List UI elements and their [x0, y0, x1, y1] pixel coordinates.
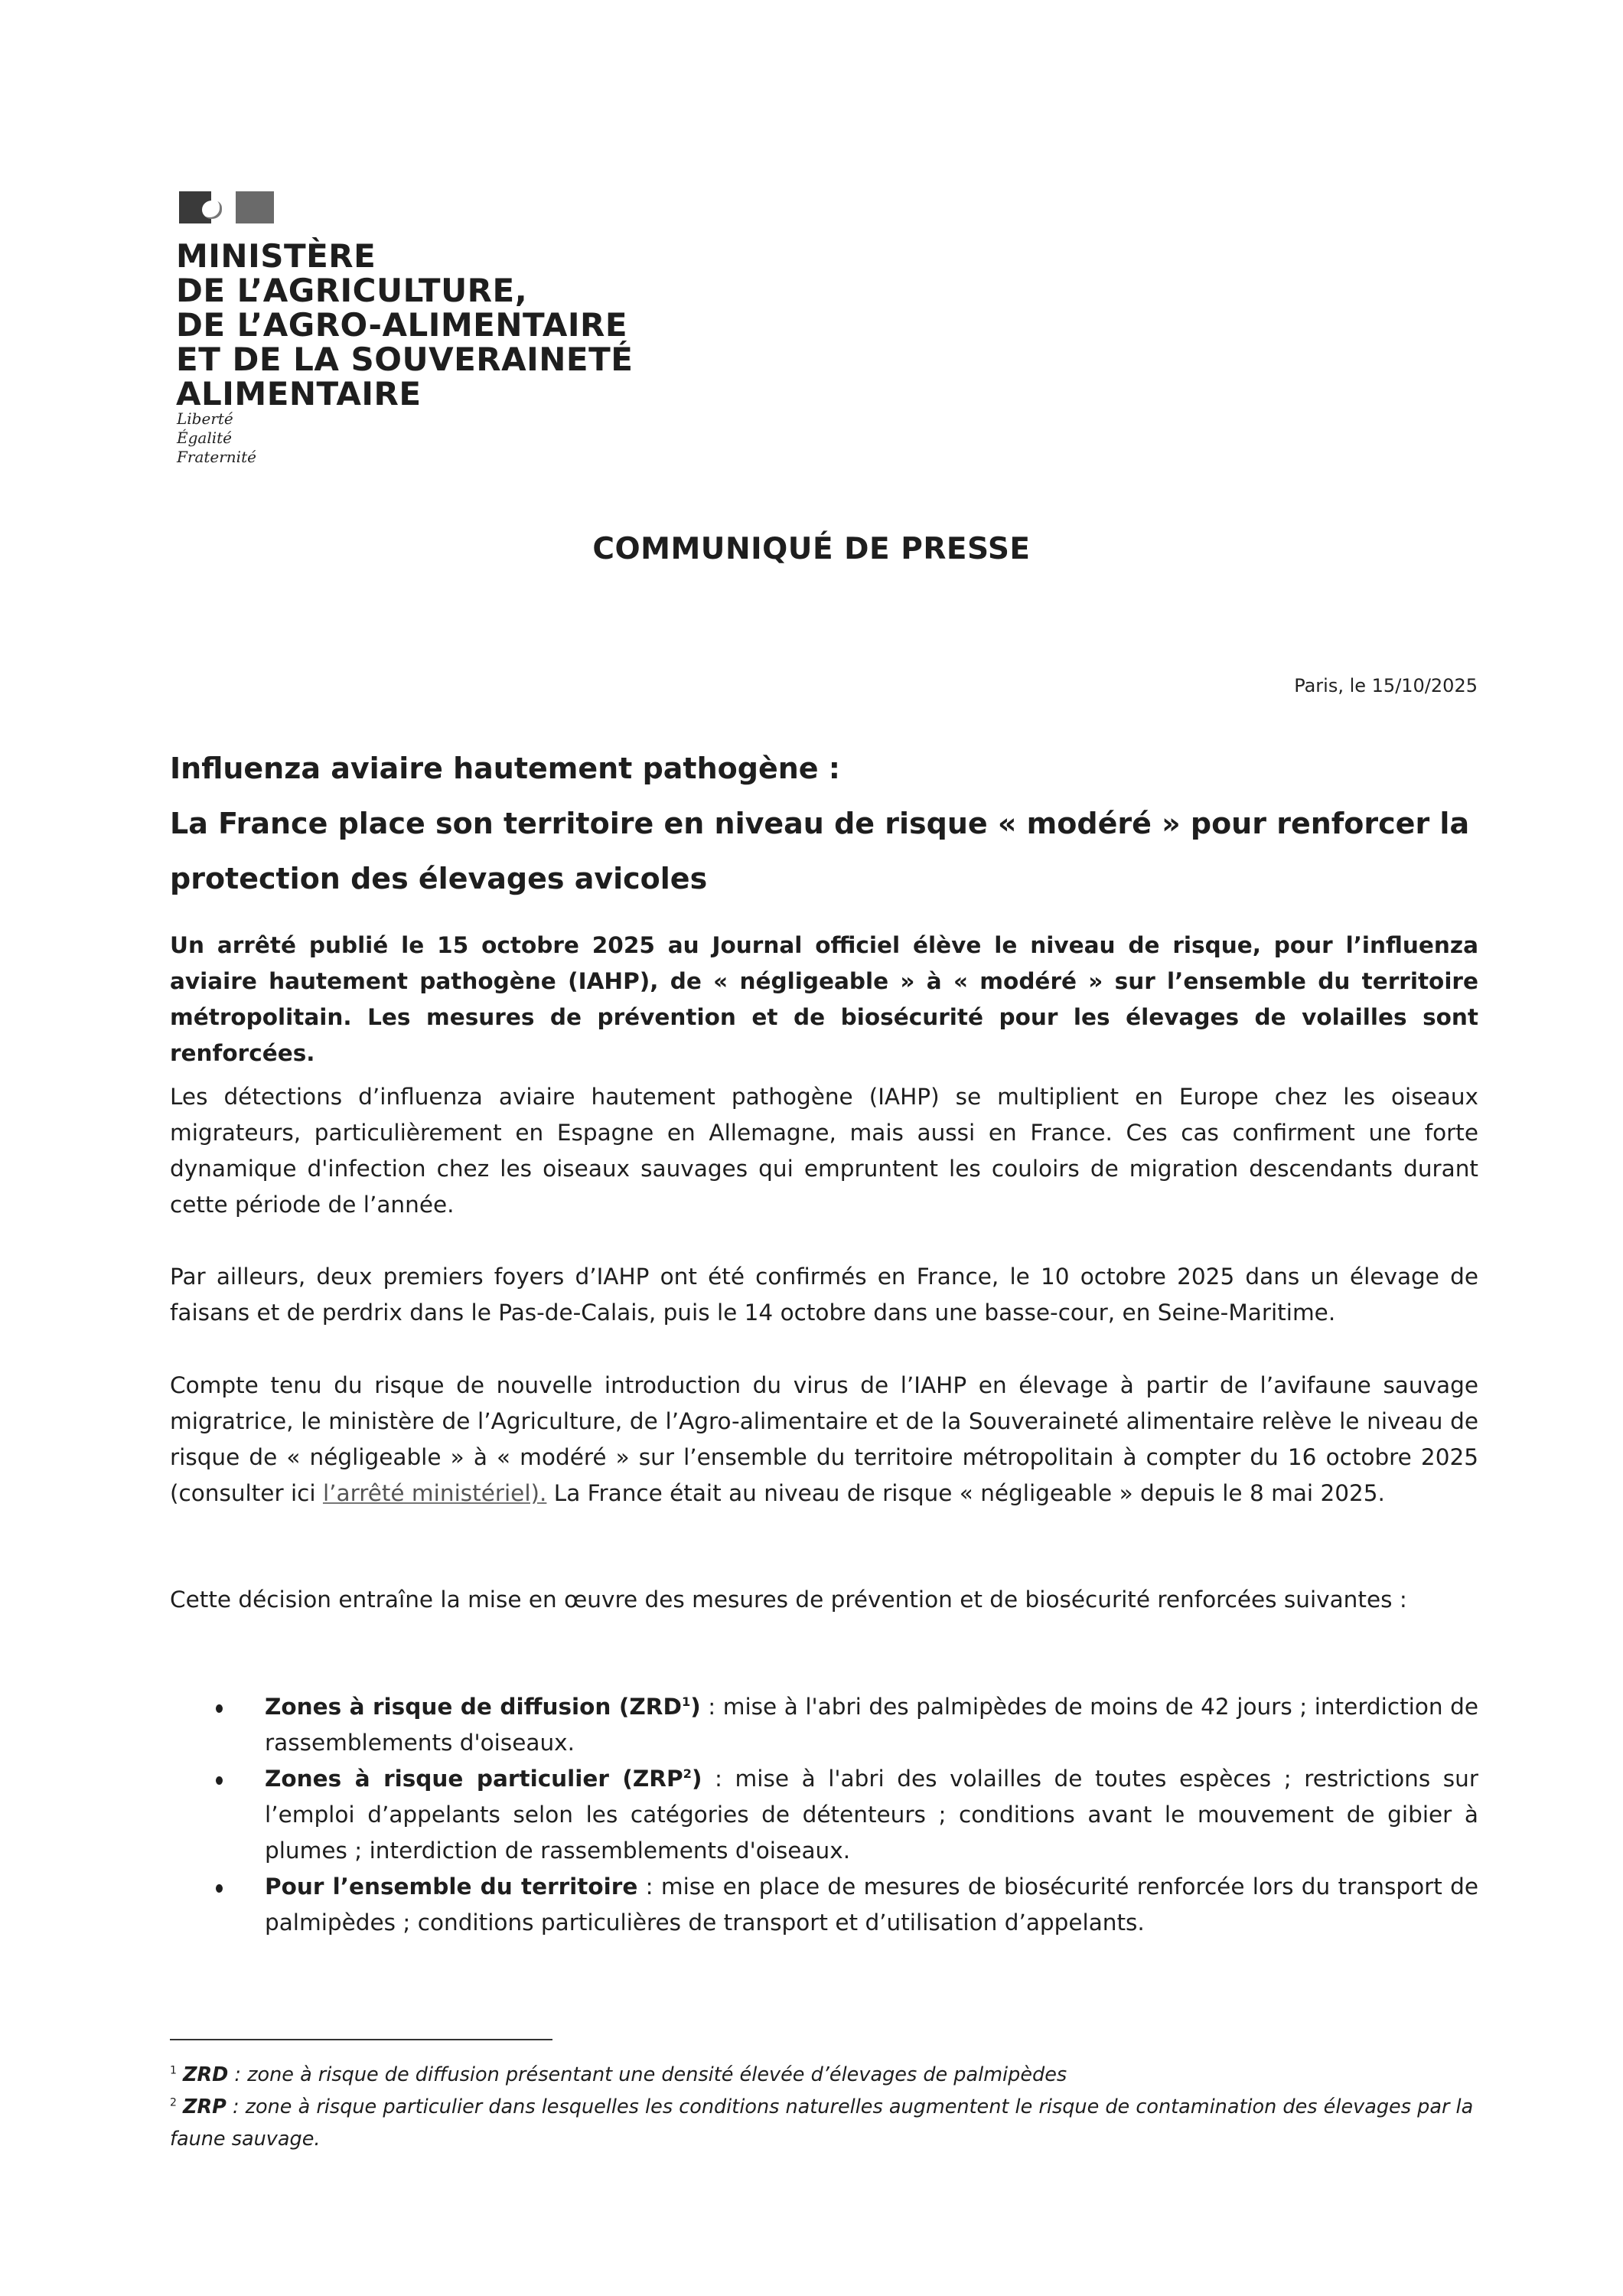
- ministerial-decree-link[interactable]: l’arrêté ministériel).: [322, 1480, 547, 1506]
- paragraph-text: La France était au niveau de risque « négligeable » depuis le 8 mai 2025.: [546, 1480, 1385, 1506]
- list-item: [170, 1689, 1478, 1761]
- paragraph-text: Compte tenu du risque de nouvelle introduction du virus de l’IAHP en élevage à partir de l’avifaune sauvage migratrice, le ministère de l’Agriculture, de l’Agro-alimentaire et de la Souveraineté alimentaire relève le niveau de risque de « négligeable » à « modéré » sur l’ensemble du territoire métropolitain à compter du 16 octobre 2025 (consulter ici: [170, 1372, 1478, 1506]
- motto-line: Égalité: [177, 429, 232, 447]
- marianne-logo-icon: [176, 191, 275, 227]
- ministry-name: [176, 239, 633, 411]
- footnote-2: $^2$ ZRP : zone à risque particulier dans lesquelles les conditions naturelles augmentent le risque de contamination des élevages par la faune sauvage.: [170, 2095, 1474, 2151]
- bullet-icon: [216, 1776, 223, 1785]
- measure-label: Zones à risque particulier (ZRP$^2$): [265, 1766, 702, 1792]
- ministry-line: DE L’AGRO-ALIMENTAIRE: [176, 306, 628, 344]
- lead-paragraph: Un arrêté publié le 15 octobre 2025 au Journal officiel élève le niveau de risque, pour l’influenza aviaire hautement pathogène (IAHP), de « négligeable » à « modéré » sur l’ensemble du territoire métropolitain. Les mesures de prévention et de biosécurité pour les élevages de volailles sont renforcées.: [170, 932, 1478, 1066]
- footnote-ref[interactable]: 1: [681, 1694, 691, 1710]
- footnotes: [170, 2059, 1478, 2155]
- footnote-1: $^1$ ZRD : zone à risque de diffusion présentant une densité élevée d’élevages de palmipèdes: [170, 2063, 1067, 2086]
- title-line-1: Influenza aviaire hautement pathogène :: [170, 752, 840, 785]
- republic-motto: [177, 409, 256, 467]
- list-item: [170, 1761, 1478, 1869]
- list-item: [170, 1869, 1478, 1941]
- paragraph-risk-level: [170, 1368, 1478, 1512]
- paragraph-detections: Les détections d’influenza aviaire hautement pathogène (IAHP) se multiplient en Europe chez les oiseaux migrateurs, particulièrement en Espagne en Allemagne, mais aussi en France. Ces cas confirment une forte dynamique d'infection chez les oiseaux sauvages qui empruntent les couloirs de migration descendants durant cette période de l’année.: [170, 1084, 1478, 1218]
- measures-list: [170, 1689, 1478, 1941]
- ministry-line: ALIMENTAIRE: [176, 375, 422, 413]
- paragraph-measures-intro: Cette décision entraîne la mise en œuvre des mesures de prévention et de biosécurité renforcées suivantes :: [170, 1587, 1407, 1613]
- ministry-line: DE L’AGRICULTURE,: [176, 272, 528, 309]
- ministry-line: MINISTÈRE: [176, 237, 376, 275]
- measure-text: : mise à l'abri des palmipèdes de moins de 42 jours ; interdiction de rassemblements d'oiseaux.: [265, 1694, 1479, 1756]
- footnote-divider: [170, 2039, 552, 2040]
- measure-label: Zones à risque de diffusion (ZRD$^1$): [265, 1694, 701, 1720]
- title-line-2: La France place son territoire en niveau de risque « modéré » pour renforcer la protection des élevages avicoles: [170, 807, 1470, 895]
- measure-label: Pour l’ensemble du territoire: [265, 1874, 638, 1900]
- footnote-ref[interactable]: 2: [683, 1766, 692, 1782]
- bullet-icon: [216, 1884, 223, 1893]
- motto-line: Fraternité: [177, 448, 256, 466]
- bullet-icon: [216, 1704, 223, 1713]
- document-type-heading: COMMUNIQUÉ DE PRESSE: [592, 532, 1031, 566]
- marianne-profile-icon: [202, 201, 222, 219]
- motto-line: Liberté: [177, 409, 233, 428]
- ministry-line: ET DE LA SOUVERAINETÉ: [176, 341, 634, 378]
- document-date: Paris, le 15/10/2025: [1294, 675, 1478, 696]
- page-title: [170, 741, 1478, 906]
- paragraph-outbreaks: Par ailleurs, deux premiers foyers d’IAHP ont été confirmés en France, le 10 octobre 2025 dans un élevage de faisans et de perdrix dans le Pas-de-Calais, puis le 14 octobre dans une basse-cour, en Seine-Maritime.: [170, 1264, 1478, 1326]
- measure-text: : mise en place de mesures de biosécurité renforcée lors du transport de palmipèdes ; conditions particulières de transport et d’utilisation d’appelants.: [265, 1874, 1479, 1936]
- measure-text: : mise à l'abri des volailles de toutes espèces ; restrictions sur l’emploi d’appelants selon les catégories de détenteurs ; conditions avant le mouvement de gibier à plumes ; interdiction de rassemblements d'oiseaux.: [265, 1766, 1478, 1864]
- logo-right-block: [236, 191, 274, 223]
